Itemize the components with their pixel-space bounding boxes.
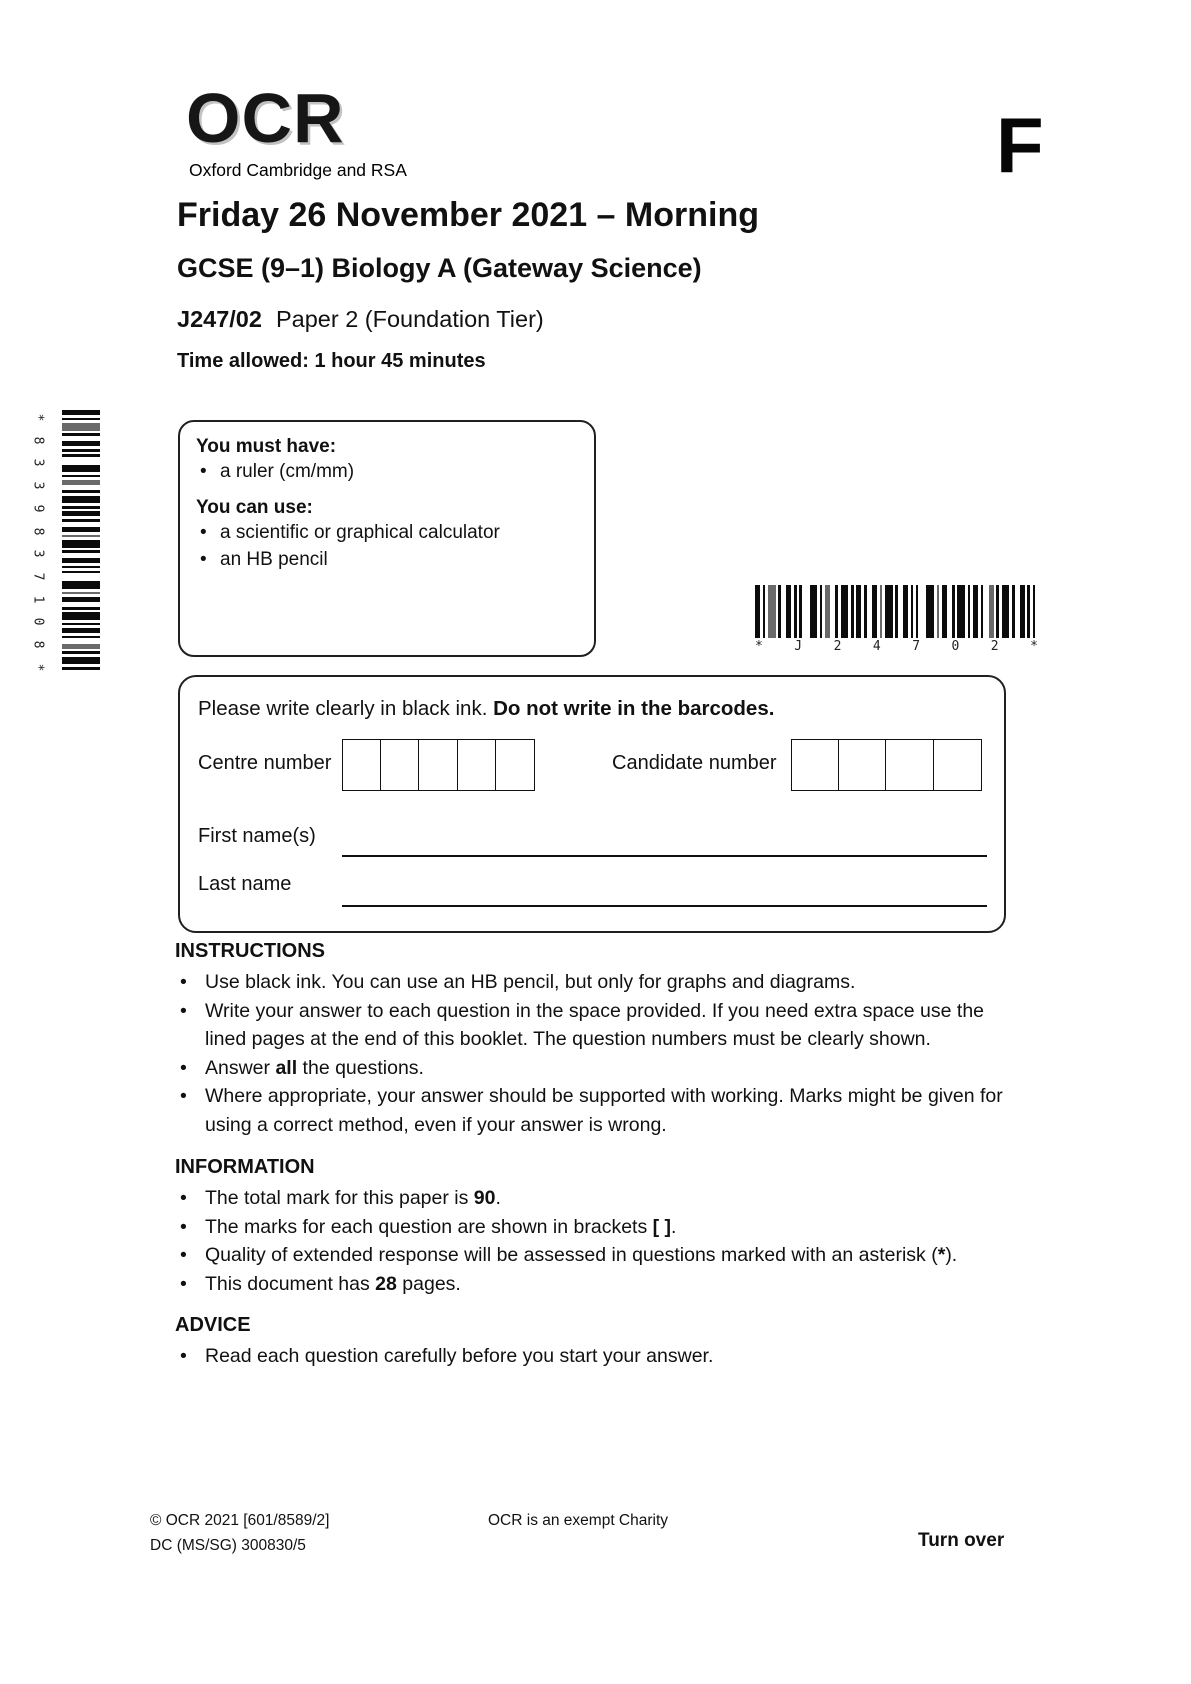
barcode-char: 7: [912, 639, 921, 654]
bullet-item: • Quality of extended response will be assessed in questions marked with an asterisk (*).: [175, 1241, 1023, 1270]
copyright-line: © OCR 2021 [601/8589/2]: [150, 1512, 330, 1529]
notice-plain: Please write clearly in black ink.: [198, 697, 494, 720]
vertical-barcode-text: [30, 410, 46, 675]
barcode-char: 3: [30, 549, 46, 558]
barcode-char: 8: [30, 436, 46, 445]
centre-number-cell[interactable]: [495, 739, 535, 791]
information-heading: INFORMATION: [175, 1156, 315, 1178]
barcode-bar: [1033, 585, 1036, 638]
barcode-bar: [768, 585, 776, 638]
barcode-char: 3: [30, 459, 46, 467]
bullet-item: • Write your answer to each question in the space provided. If you need extra space use the lined pages at the end of this booklet. The question numbers must be clearly shown.: [175, 997, 1023, 1054]
centre-number-cell[interactable]: [418, 739, 458, 791]
barcode-bar: [841, 585, 849, 638]
bullet-item: • Read each question carefully before you start your answer.: [175, 1342, 1023, 1371]
foundation-tier-letter: F: [996, 101, 1044, 189]
information-list: [175, 1184, 1023, 1298]
barcode-bar: [1002, 585, 1010, 638]
bullet-item: • This document has 28 pages.: [175, 1270, 1023, 1299]
centre-number-label: Centre number: [198, 752, 332, 774]
time-allowed: Time allowed: 1 hour 45 minutes: [177, 350, 486, 372]
bullet-item: • Where appropriate, your answer should be supported with working. Marks might be given for using a correct method, even if your answer is wrong.: [175, 1082, 1023, 1139]
centre-number-cell[interactable]: [457, 739, 497, 791]
candidate-number-cell[interactable]: [791, 739, 840, 791]
barcode-char: 1: [30, 595, 46, 604]
candidate-number-cells: [791, 739, 982, 791]
exam-date-title: Friday 26 November 2021 – Morning: [177, 196, 759, 234]
barcode-char: 7: [30, 572, 46, 581]
must-have-list: [196, 458, 578, 485]
can-use-list: [196, 519, 578, 573]
vertical-barcode: [62, 410, 100, 675]
candidate-number-label: Candidate number: [612, 752, 777, 774]
paper-barcode: [755, 585, 1038, 638]
barcode-bar: [957, 585, 965, 638]
ocr-tagline: Oxford Cambridge and RSA: [189, 160, 407, 180]
candidate-details-panel: [178, 675, 1006, 933]
bullet-item: • a scientific or graphical calculator: [196, 519, 578, 546]
instructions-heading: INSTRUCTIONS: [175, 940, 325, 962]
must-have-heading: You must have:: [196, 436, 337, 457]
bullet-item: • a ruler (cm/mm): [196, 458, 578, 485]
information-section: [175, 1156, 1023, 1298]
barcode-bar: [62, 465, 100, 473]
barcode-char: 8: [30, 640, 46, 649]
bullet-item: • an HB pencil: [196, 546, 578, 573]
qualification-title: GCSE (9–1) Biology A (Gateway Science): [177, 253, 702, 283]
advice-list: [175, 1342, 1023, 1371]
paper-code: J247/02: [177, 306, 262, 332]
last-name-label: Last name: [198, 873, 292, 895]
barcode-char: *: [30, 413, 46, 422]
turn-over-label: Turn over: [918, 1530, 1005, 1551]
barcode-char: *: [1030, 639, 1038, 654]
instructions-list: [175, 968, 1023, 1139]
barcode-char: *: [755, 639, 763, 654]
can-use-heading: You can use:: [196, 497, 313, 518]
notice-bold: Do not write in the barcodes.: [493, 697, 775, 720]
candidate-number-cell[interactable]: [885, 739, 934, 791]
paper-barcode-text: [755, 639, 1038, 654]
barcode-char: *: [30, 663, 46, 672]
barcode-char: 9: [30, 504, 46, 513]
barcode-bar: [62, 612, 100, 620]
paper-code-line: [177, 306, 544, 333]
bullet-item: • Use black ink. You can use an HB pencil, but only for graphs and diagrams.: [175, 968, 1023, 997]
paper-title: Paper 2 (Foundation Tier): [275, 306, 544, 332]
barcode-char: 3: [30, 481, 46, 490]
barcode-char: 2: [833, 639, 842, 654]
candidate-number-cell[interactable]: [933, 739, 982, 791]
black-ink-notice: [198, 697, 774, 721]
last-name-line[interactable]: [342, 905, 987, 907]
first-name-label: First name(s): [198, 825, 316, 847]
advice-section: [175, 1314, 1023, 1371]
bullet-item: • The total mark for this paper is 90.: [175, 1184, 1023, 1213]
bullet-item: • Answer all the questions.: [175, 1054, 1023, 1083]
barcode-char: 2: [990, 639, 999, 654]
barcode-char: J: [794, 639, 803, 654]
equipment-box: [178, 420, 596, 657]
ocr-logo: OCR: [186, 79, 345, 157]
barcode-char: 0: [30, 618, 46, 626]
barcode-bar: [62, 657, 100, 665]
centre-number-cell[interactable]: [380, 739, 420, 791]
advice-heading: ADVICE: [175, 1314, 251, 1336]
barcode-bar: [810, 585, 818, 638]
barcode-char: 0: [951, 639, 960, 654]
dc-code-line: DC (MS/SG) 300830/5: [150, 1537, 306, 1554]
barcode-bar: [62, 423, 100, 431]
barcode-char: 8: [30, 527, 46, 536]
barcode-bar: [62, 540, 100, 548]
centre-number-cells: [342, 739, 535, 791]
barcode-bar: [62, 581, 100, 589]
barcode-bar: [926, 585, 934, 638]
centre-number-cell[interactable]: [342, 739, 382, 791]
instructions-section: [175, 940, 1023, 1139]
barcode-bar: [885, 585, 893, 638]
charity-line: OCR is an exempt Charity: [488, 1512, 669, 1529]
candidate-number-cell[interactable]: [838, 739, 887, 791]
barcode-bar: [62, 496, 100, 504]
bullet-item: • The marks for each question are shown in brackets [ ].: [175, 1213, 1023, 1242]
barcode-char: 4: [872, 639, 881, 654]
first-name-line[interactable]: [342, 855, 987, 857]
